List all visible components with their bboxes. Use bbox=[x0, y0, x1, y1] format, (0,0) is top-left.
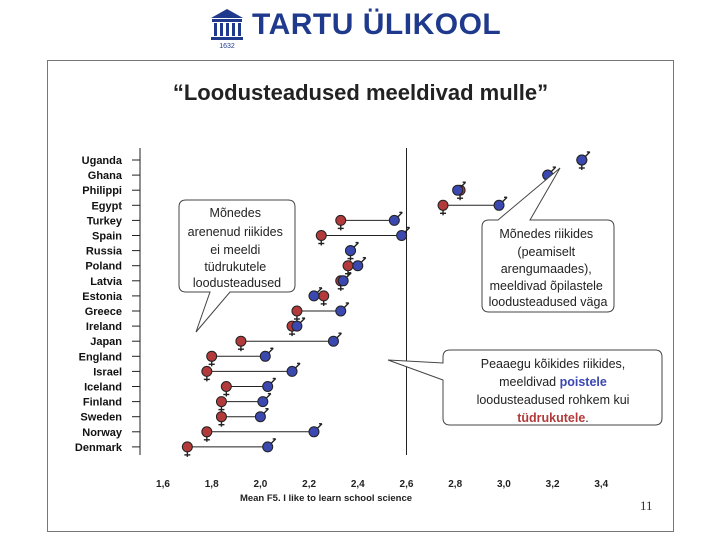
callout-left-line: ei meeldi bbox=[210, 243, 261, 257]
girls-point bbox=[216, 412, 226, 427]
callout-bottom-line2-prefix: meeldivad bbox=[499, 375, 560, 389]
country-row bbox=[80, 409, 268, 427]
callout-bottom-line1: Peaaegu kõikides riikides, bbox=[480, 357, 626, 371]
girls-point-circle bbox=[182, 442, 192, 452]
boys-point bbox=[345, 243, 358, 256]
x-tick-label: 2,2 bbox=[302, 479, 317, 490]
girls-point-circle bbox=[343, 261, 353, 271]
girls-point bbox=[319, 291, 329, 306]
callout-bottom-line2 bbox=[499, 375, 607, 389]
girls-point bbox=[316, 231, 326, 246]
girls-point-circle bbox=[221, 382, 231, 392]
x-tick-label: 1,6 bbox=[156, 479, 170, 490]
country-label: Israel bbox=[93, 366, 122, 379]
callout-right-text bbox=[489, 227, 608, 309]
girls-point-circle bbox=[316, 231, 326, 241]
country-row bbox=[82, 152, 590, 170]
girls-point-circle bbox=[207, 351, 217, 361]
girls-point-circle bbox=[319, 291, 329, 301]
callout-right-line: loodusteadused väga bbox=[488, 295, 608, 309]
girls-point bbox=[292, 306, 302, 321]
x-axis-label: Mean F5. I like to learn school science bbox=[239, 493, 413, 504]
girls-point bbox=[343, 261, 353, 276]
boys-point bbox=[309, 424, 322, 437]
country-label: Greece bbox=[84, 306, 122, 318]
x-tick-label: 2,6 bbox=[399, 479, 414, 490]
callout-bottom-line3: loodusteadused rohkem kui bbox=[476, 393, 630, 407]
country-label: Egypt bbox=[91, 200, 122, 213]
callout-bottom-text bbox=[481, 357, 626, 371]
boys-point bbox=[577, 152, 590, 165]
boys-point bbox=[287, 363, 300, 376]
country-label: Turkey bbox=[86, 215, 122, 228]
boys-point bbox=[263, 439, 276, 452]
country-label: Japan bbox=[90, 336, 122, 349]
country-label: Estonia bbox=[82, 290, 122, 303]
boys-point bbox=[260, 348, 273, 361]
callout-right-line: arengumaades), bbox=[500, 262, 592, 276]
x-tick-label: 2,8 bbox=[448, 479, 463, 490]
country-label: Sweden bbox=[80, 411, 122, 424]
country-row bbox=[93, 363, 300, 381]
callout-bottom-line4-suffix: . bbox=[585, 411, 589, 425]
boys-point bbox=[292, 318, 305, 331]
country-label: Poland bbox=[85, 260, 122, 273]
girls-point-circle bbox=[438, 200, 448, 210]
x-tick-label: 3,0 bbox=[496, 479, 511, 490]
girls-point bbox=[207, 351, 217, 366]
country-label: England bbox=[78, 351, 122, 364]
girls-point-circle bbox=[216, 397, 226, 407]
boys-point bbox=[338, 273, 351, 286]
girls-point bbox=[216, 397, 226, 412]
girls-point-circle bbox=[216, 412, 226, 422]
boys-point bbox=[336, 303, 349, 316]
x-tick-label: 3,4 bbox=[594, 479, 609, 490]
callout-left-line: tüdrukutele bbox=[204, 260, 267, 274]
callout-right-line: meeldivad õpilastele bbox=[489, 279, 603, 293]
chart-title: “Loodusteadused meeldivad mulle” bbox=[172, 80, 549, 105]
callout-right-line: Mõnedes riikides bbox=[499, 227, 594, 241]
boys-point bbox=[255, 409, 268, 422]
girls-point-circle bbox=[336, 215, 346, 225]
country-label: Russia bbox=[85, 245, 122, 258]
girls-point-circle bbox=[202, 366, 212, 376]
callout-left-line: Mõnedes bbox=[209, 206, 261, 220]
girls-point-circle bbox=[292, 306, 302, 316]
country-row bbox=[90, 333, 341, 351]
girls-point bbox=[202, 427, 212, 442]
country-label: Finland bbox=[82, 396, 122, 409]
country-row bbox=[86, 318, 305, 336]
girls-point bbox=[182, 442, 192, 457]
country-row bbox=[75, 439, 276, 457]
country-row bbox=[91, 197, 507, 215]
girls-point bbox=[236, 336, 246, 351]
x-tick-label: 1,8 bbox=[204, 479, 219, 490]
boys-point bbox=[258, 394, 271, 407]
country-label: Iceland bbox=[84, 381, 122, 394]
x-tick-label: 2,4 bbox=[350, 479, 365, 490]
page-number: 11 bbox=[640, 498, 653, 513]
country-row bbox=[79, 348, 274, 366]
country-label: Ireland bbox=[85, 321, 122, 334]
country-label: Norway bbox=[82, 426, 122, 439]
country-label: Ghana bbox=[87, 170, 122, 183]
boys-point bbox=[389, 212, 402, 225]
country-label: Uganda bbox=[81, 155, 122, 167]
girls-point-circle bbox=[236, 336, 246, 346]
boys-point bbox=[263, 379, 276, 392]
country-row bbox=[82, 424, 322, 442]
boys-point bbox=[353, 258, 366, 271]
x-tick-label: 2,0 bbox=[253, 479, 268, 490]
callout-bottom-girls-word: tüdrukutele bbox=[517, 411, 586, 425]
girls-point bbox=[438, 200, 448, 215]
girls-point bbox=[221, 382, 231, 397]
callout-right-line: (peamiselt bbox=[517, 245, 576, 259]
boys-point bbox=[397, 228, 410, 241]
callout-bottom-line4 bbox=[517, 411, 589, 425]
callout-bottom-boys-word: poistele bbox=[559, 375, 607, 389]
country-row bbox=[83, 394, 271, 412]
logo-year: 1632 bbox=[219, 43, 235, 49]
country-label: Denmark bbox=[74, 441, 122, 454]
boys-point bbox=[328, 333, 341, 346]
country-row bbox=[88, 167, 556, 185]
x-tick-label: 3,2 bbox=[545, 479, 560, 490]
boys-point bbox=[494, 197, 507, 210]
country-label: Philippi bbox=[82, 185, 122, 198]
girls-point-circle bbox=[202, 427, 212, 437]
logo-text: TARTU ÜLIKOOL bbox=[252, 8, 502, 41]
callout-left-line: loodusteadused bbox=[192, 276, 282, 290]
girls-point bbox=[202, 366, 212, 381]
country-label: Latvia bbox=[90, 275, 122, 288]
callout-left-line: arenenud riikides bbox=[187, 225, 283, 239]
girls-point bbox=[336, 215, 346, 230]
country-label: Spain bbox=[92, 230, 122, 243]
country-row bbox=[84, 379, 276, 397]
